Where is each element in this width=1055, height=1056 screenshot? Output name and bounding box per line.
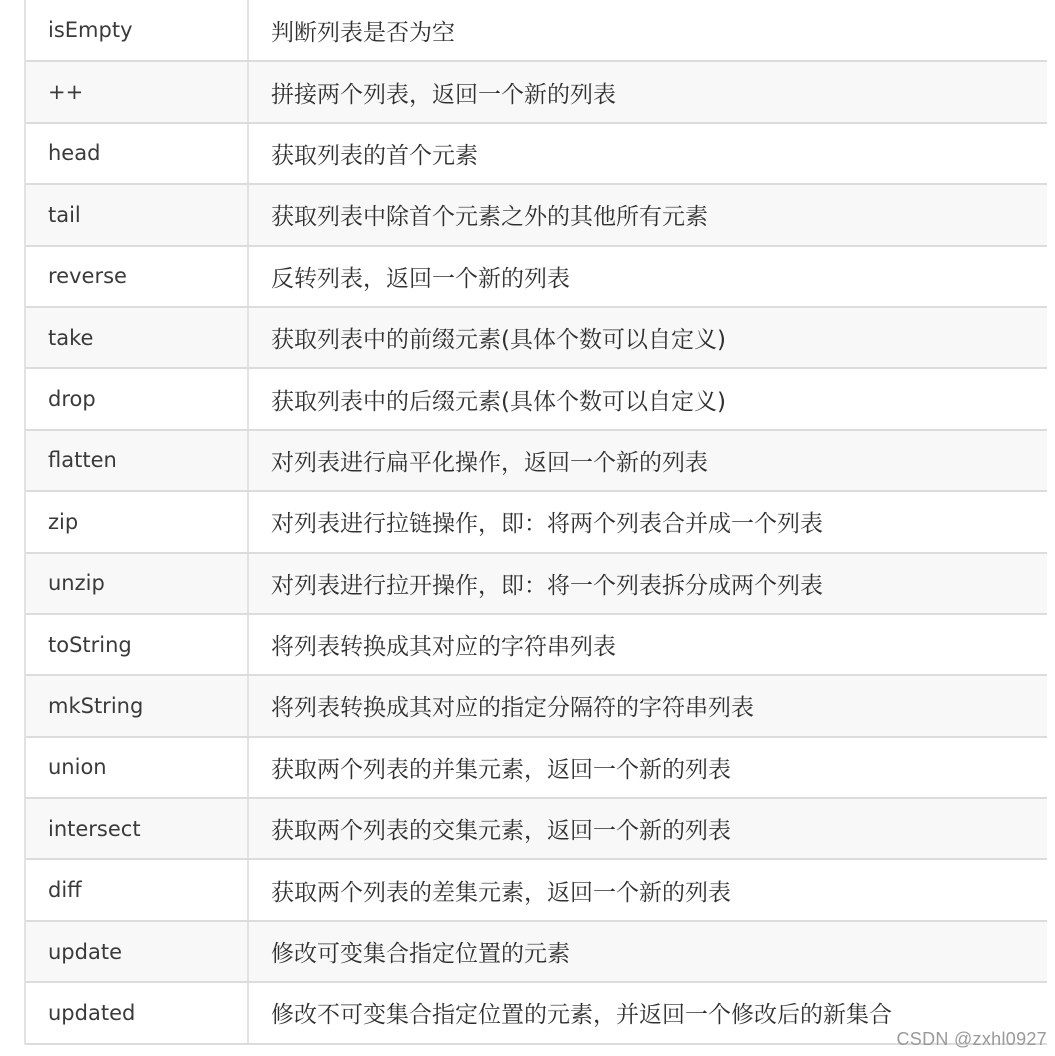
method-name-cell: unzip	[26, 553, 248, 614]
method-name-cell: mkString	[26, 675, 248, 736]
method-name-cell: isEmpty	[26, 0, 248, 61]
method-name-cell: intersect	[26, 798, 248, 859]
method-name-cell: diff	[26, 859, 248, 920]
method-description-cell: 将列表转换成其对应的字符串列表	[248, 614, 1047, 675]
method-description-cell: 对列表进行扁平化操作，返回一个新的列表	[248, 430, 1047, 491]
table-row	[26, 307, 1047, 368]
method-description-cell: 获取列表中的后缀元素(具体个数可以自定义)	[248, 368, 1047, 429]
method-name-cell: updated	[26, 982, 248, 1043]
method-description-cell: 修改可变集合指定位置的元素	[248, 921, 1047, 982]
list-methods-table-container	[24, 0, 1047, 1045]
table-row	[26, 491, 1047, 552]
method-name-cell: reverse	[26, 246, 248, 307]
list-methods-table	[26, 0, 1047, 1045]
method-description-cell: 拼接两个列表，返回一个新的列表	[248, 61, 1047, 122]
method-name-cell: toString	[26, 614, 248, 675]
method-description-cell: 判断列表是否为空	[248, 0, 1047, 61]
table-row	[26, 675, 1047, 736]
table-row	[26, 737, 1047, 798]
table-row	[26, 982, 1047, 1043]
table-row	[26, 0, 1047, 61]
table-row	[26, 123, 1047, 184]
table-row	[26, 798, 1047, 859]
method-name-cell: union	[26, 737, 248, 798]
method-name-cell: take	[26, 307, 248, 368]
method-description-cell: 对列表进行拉链操作，即：将两个列表合并成一个列表	[248, 491, 1047, 552]
table-row	[26, 859, 1047, 920]
method-description-cell: 获取两个列表的交集元素，返回一个新的列表	[248, 798, 1047, 859]
table-row	[26, 430, 1047, 491]
method-name-cell: tail	[26, 184, 248, 245]
method-description-cell: 获取列表中的前缀元素(具体个数可以自定义)	[248, 307, 1047, 368]
method-name-cell: zip	[26, 491, 248, 552]
method-description-cell: 反转列表，返回一个新的列表	[248, 246, 1047, 307]
method-description-cell: 获取列表的首个元素	[248, 123, 1047, 184]
method-name-cell: ++	[26, 61, 248, 122]
method-description-cell: 获取两个列表的差集元素，返回一个新的列表	[248, 859, 1047, 920]
csdn-watermark: CSDN @zxhl0927	[896, 1029, 1047, 1049]
method-name-cell: update	[26, 921, 248, 982]
method-description-cell: 对列表进行拉开操作，即：将一个列表拆分成两个列表	[248, 553, 1047, 614]
method-description-cell: 获取两个列表的并集元素，返回一个新的列表	[248, 737, 1047, 798]
table-row	[26, 246, 1047, 307]
table-row	[26, 368, 1047, 429]
table-body	[26, 0, 1047, 1044]
method-name-cell: head	[26, 123, 248, 184]
method-name-cell: drop	[26, 368, 248, 429]
method-description-cell: 将列表转换成其对应的指定分隔符的字符串列表	[248, 675, 1047, 736]
table-row	[26, 553, 1047, 614]
method-description-cell: 获取列表中除首个元素之外的其他所有元素	[248, 184, 1047, 245]
method-name-cell: flatten	[26, 430, 248, 491]
table-row	[26, 61, 1047, 122]
method-description-cell: 修改不可变集合指定位置的元素，并返回一个修改后的新集合	[248, 982, 1047, 1043]
table-row	[26, 921, 1047, 982]
table-row	[26, 614, 1047, 675]
table-row	[26, 184, 1047, 245]
